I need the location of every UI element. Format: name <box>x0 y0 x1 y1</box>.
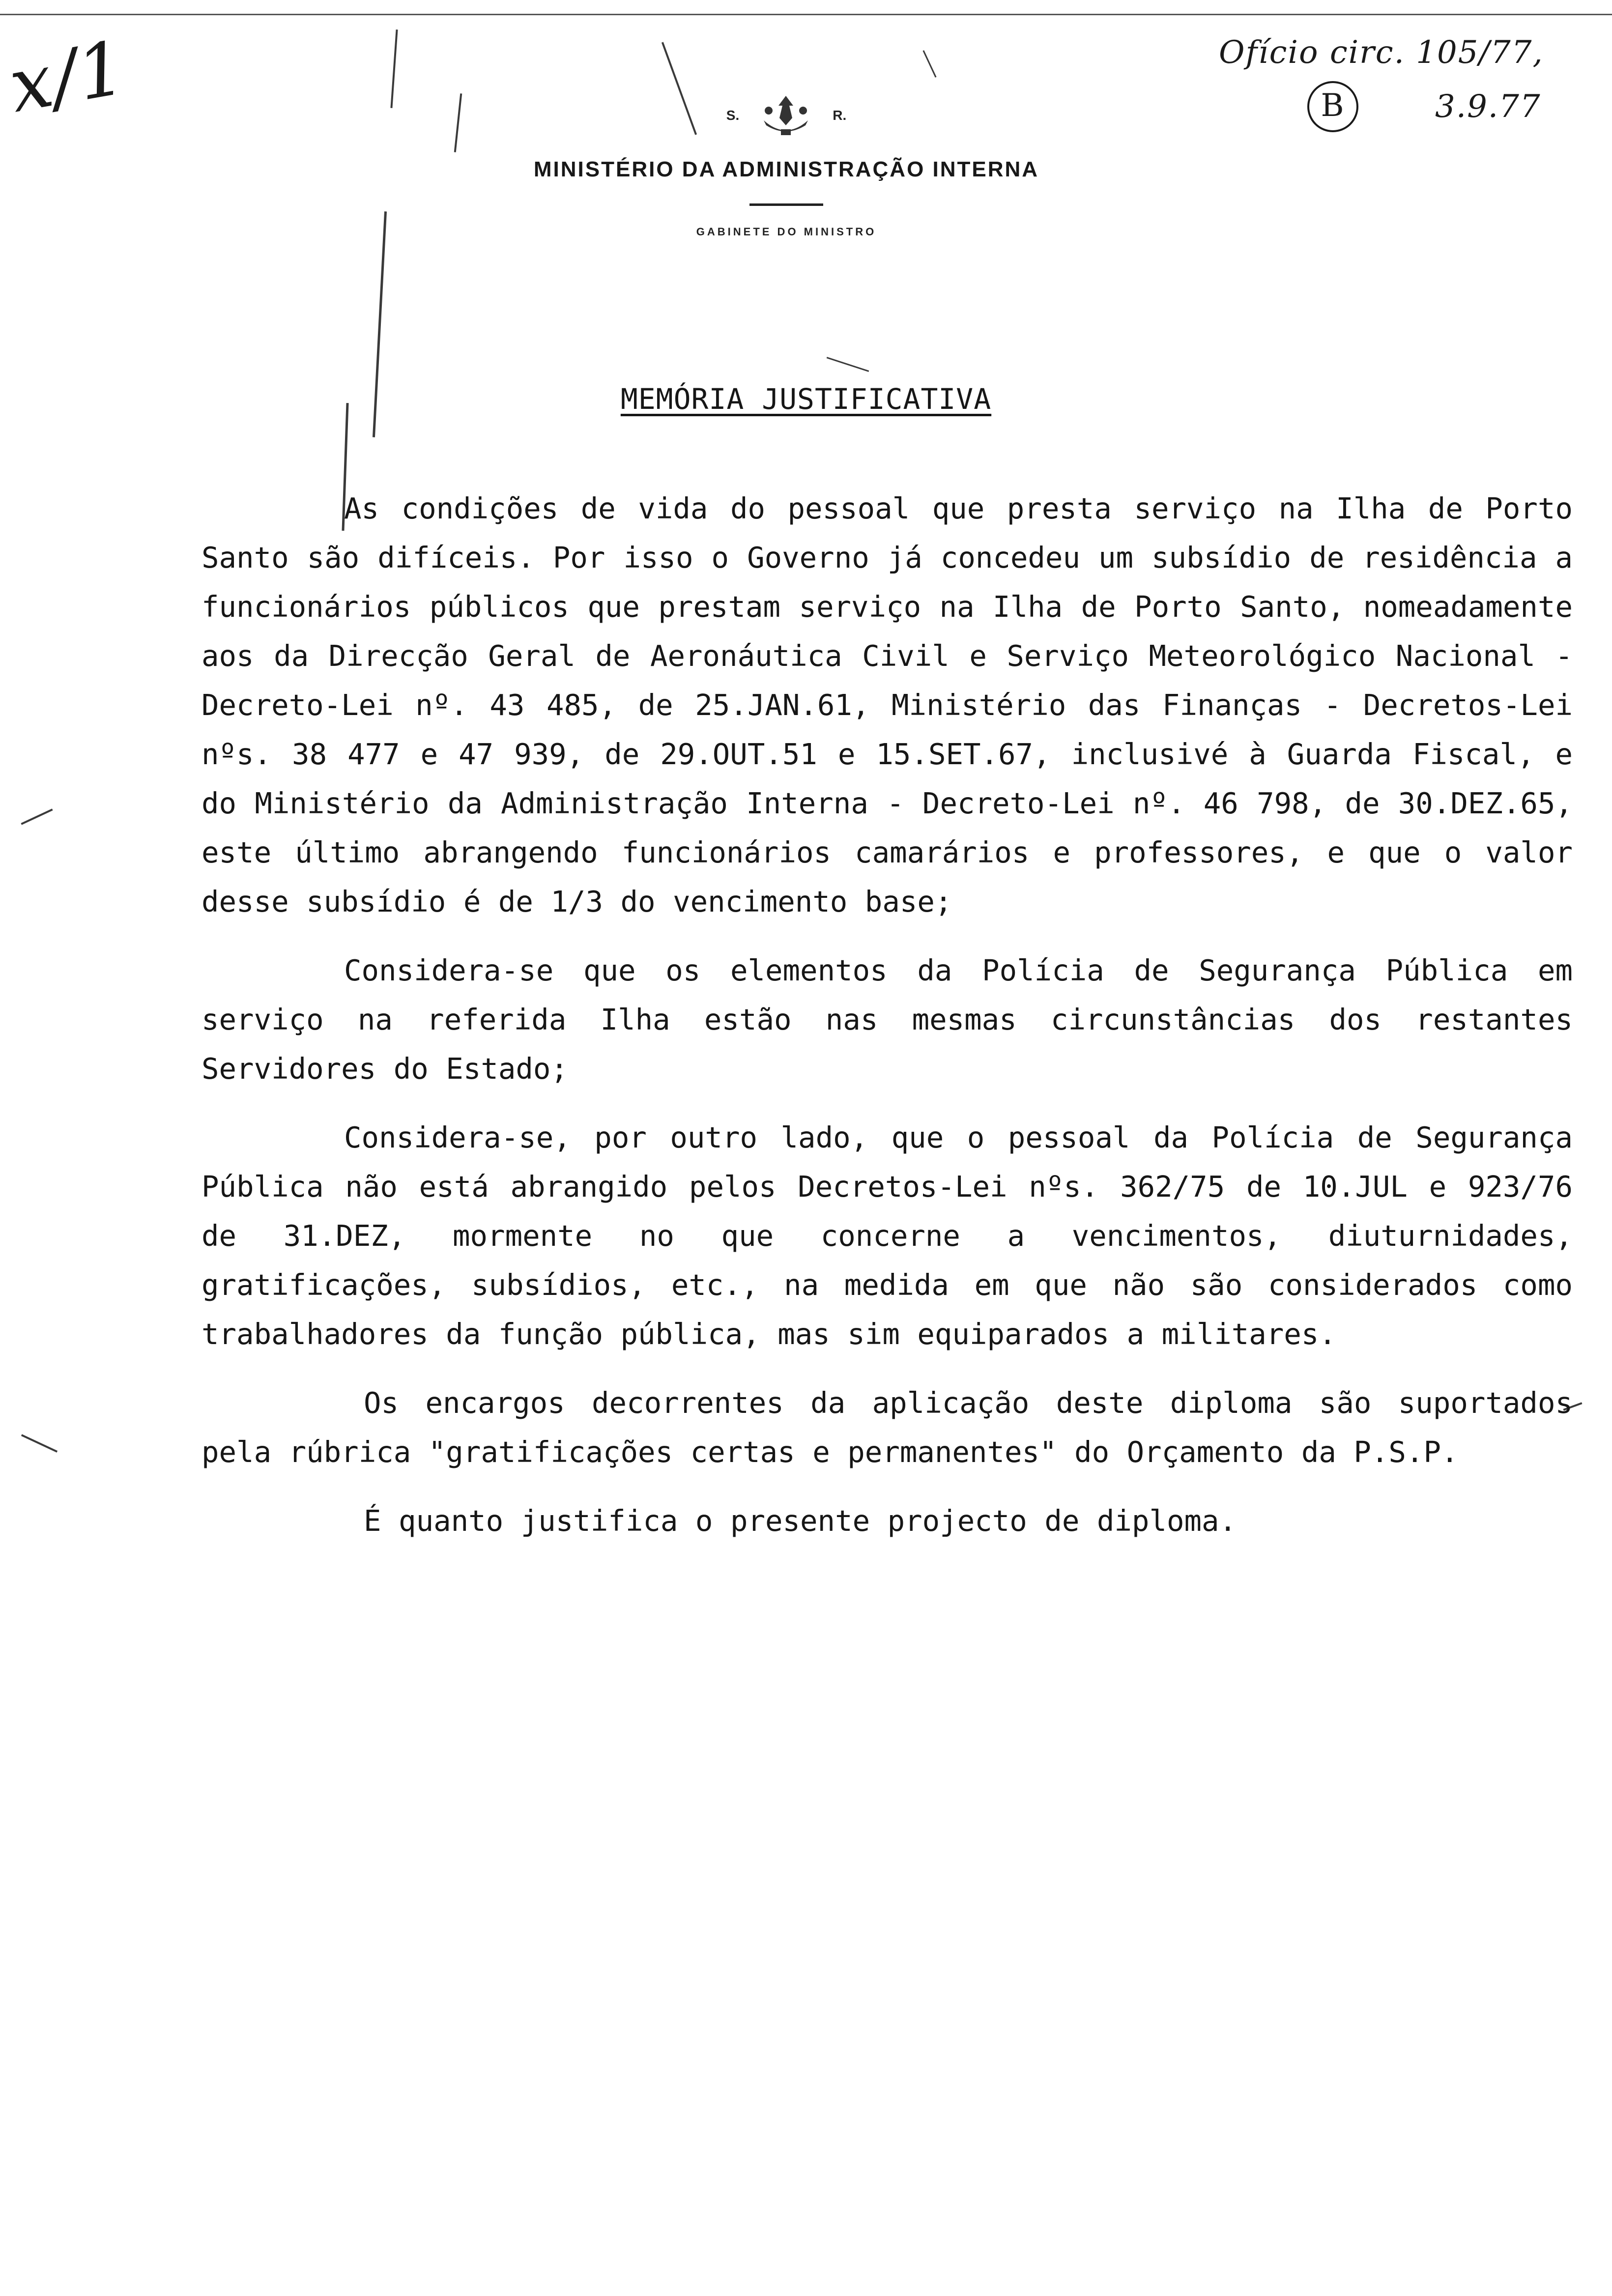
circled-letter-text: B <box>1321 87 1345 124</box>
header-divider <box>749 203 823 206</box>
paragraph-3: Considera-se, por outro lado, que o pessoal da Polícia de Segurança Pública não está abrangido pelos Decretos-Lei nºs. 362/75 de 10.JUL e 923/76 de 31.DEZ, mormente no que concerne a vencimentos, diuturnidades, gratificações, subsídios, etc., na medida em que não são considerados como trabalhadores da função pública, mas sim equiparados a militares. <box>202 1120 1573 1351</box>
seal-right-letter: R. <box>833 108 847 123</box>
scan-line <box>454 93 462 152</box>
cabinet-name: GABINETE DO MINISTRO <box>696 226 877 238</box>
document-title: MEMÓRIA JUSTIFICATIVA <box>620 382 992 416</box>
scan-line <box>21 808 53 825</box>
reference-note: Ofício circ. 105/77, <box>1219 34 1544 71</box>
document-body <box>202 484 1573 1546</box>
scan-line <box>0 14 1612 15</box>
seal-left-letter: S. <box>726 108 740 123</box>
coat-of-arms-icon <box>754 91 818 140</box>
circled-letter <box>1307 81 1358 132</box>
letterhead <box>491 88 1081 238</box>
paragraph-4: Os encargos decorrentes da aplicação deste diploma são suportados pela rúbrica "gratificações certas e permanentes" do Orçamento da P.S.P. <box>202 1386 1573 1469</box>
left-margin-mark: x/1 <box>3 25 133 130</box>
scan-line <box>827 357 869 372</box>
scan-line <box>390 29 398 108</box>
scan-line <box>21 1434 58 1452</box>
date-note: 3.9.77 <box>1435 88 1541 125</box>
scan-line <box>922 50 936 78</box>
paragraph-1: As condições de vida do pessoal que presta serviço na Ilha de Porto Santo são difíceis. Por isso o Governo já concedeu um subsídio de residência a funcionários públicos que prestam serviço na Ilha de Porto Santo, nomeadamente aos da Direcção Geral de Aeronáutica Civil e Serviço Meteorológico Nacional - Decreto-Lei nº. 43 485, de 25.JAN.61, Ministério das Finanças - Decretos-Lei nºs. 38 477 e 47 939, de 29.OUT.51 e 15.SET.67, inclusivé à Guarda Fiscal, e do Ministério da Administração Interna - Decreto-Lei nº. 46 798, de 30.DEZ.65, este último abrangendo funcionários camarários e professores, e que o valor desse subsídio é de 1/3 do vencimento base; <box>202 491 1573 918</box>
paragraph-2: Considera-se que os elementos da Polícia de Segurança Pública em serviço na referida Ilha estão nas mesmas circunstâncias dos restantes Servidores do Estado; <box>202 953 1573 1086</box>
paragraph-5: É quanto justifica o presente projecto de diploma. <box>364 1504 1237 1538</box>
ministry-name: MINISTÉRIO DA ADMINISTRAÇÃO INTERNA <box>533 157 1039 181</box>
seal-row <box>491 88 1081 143</box>
